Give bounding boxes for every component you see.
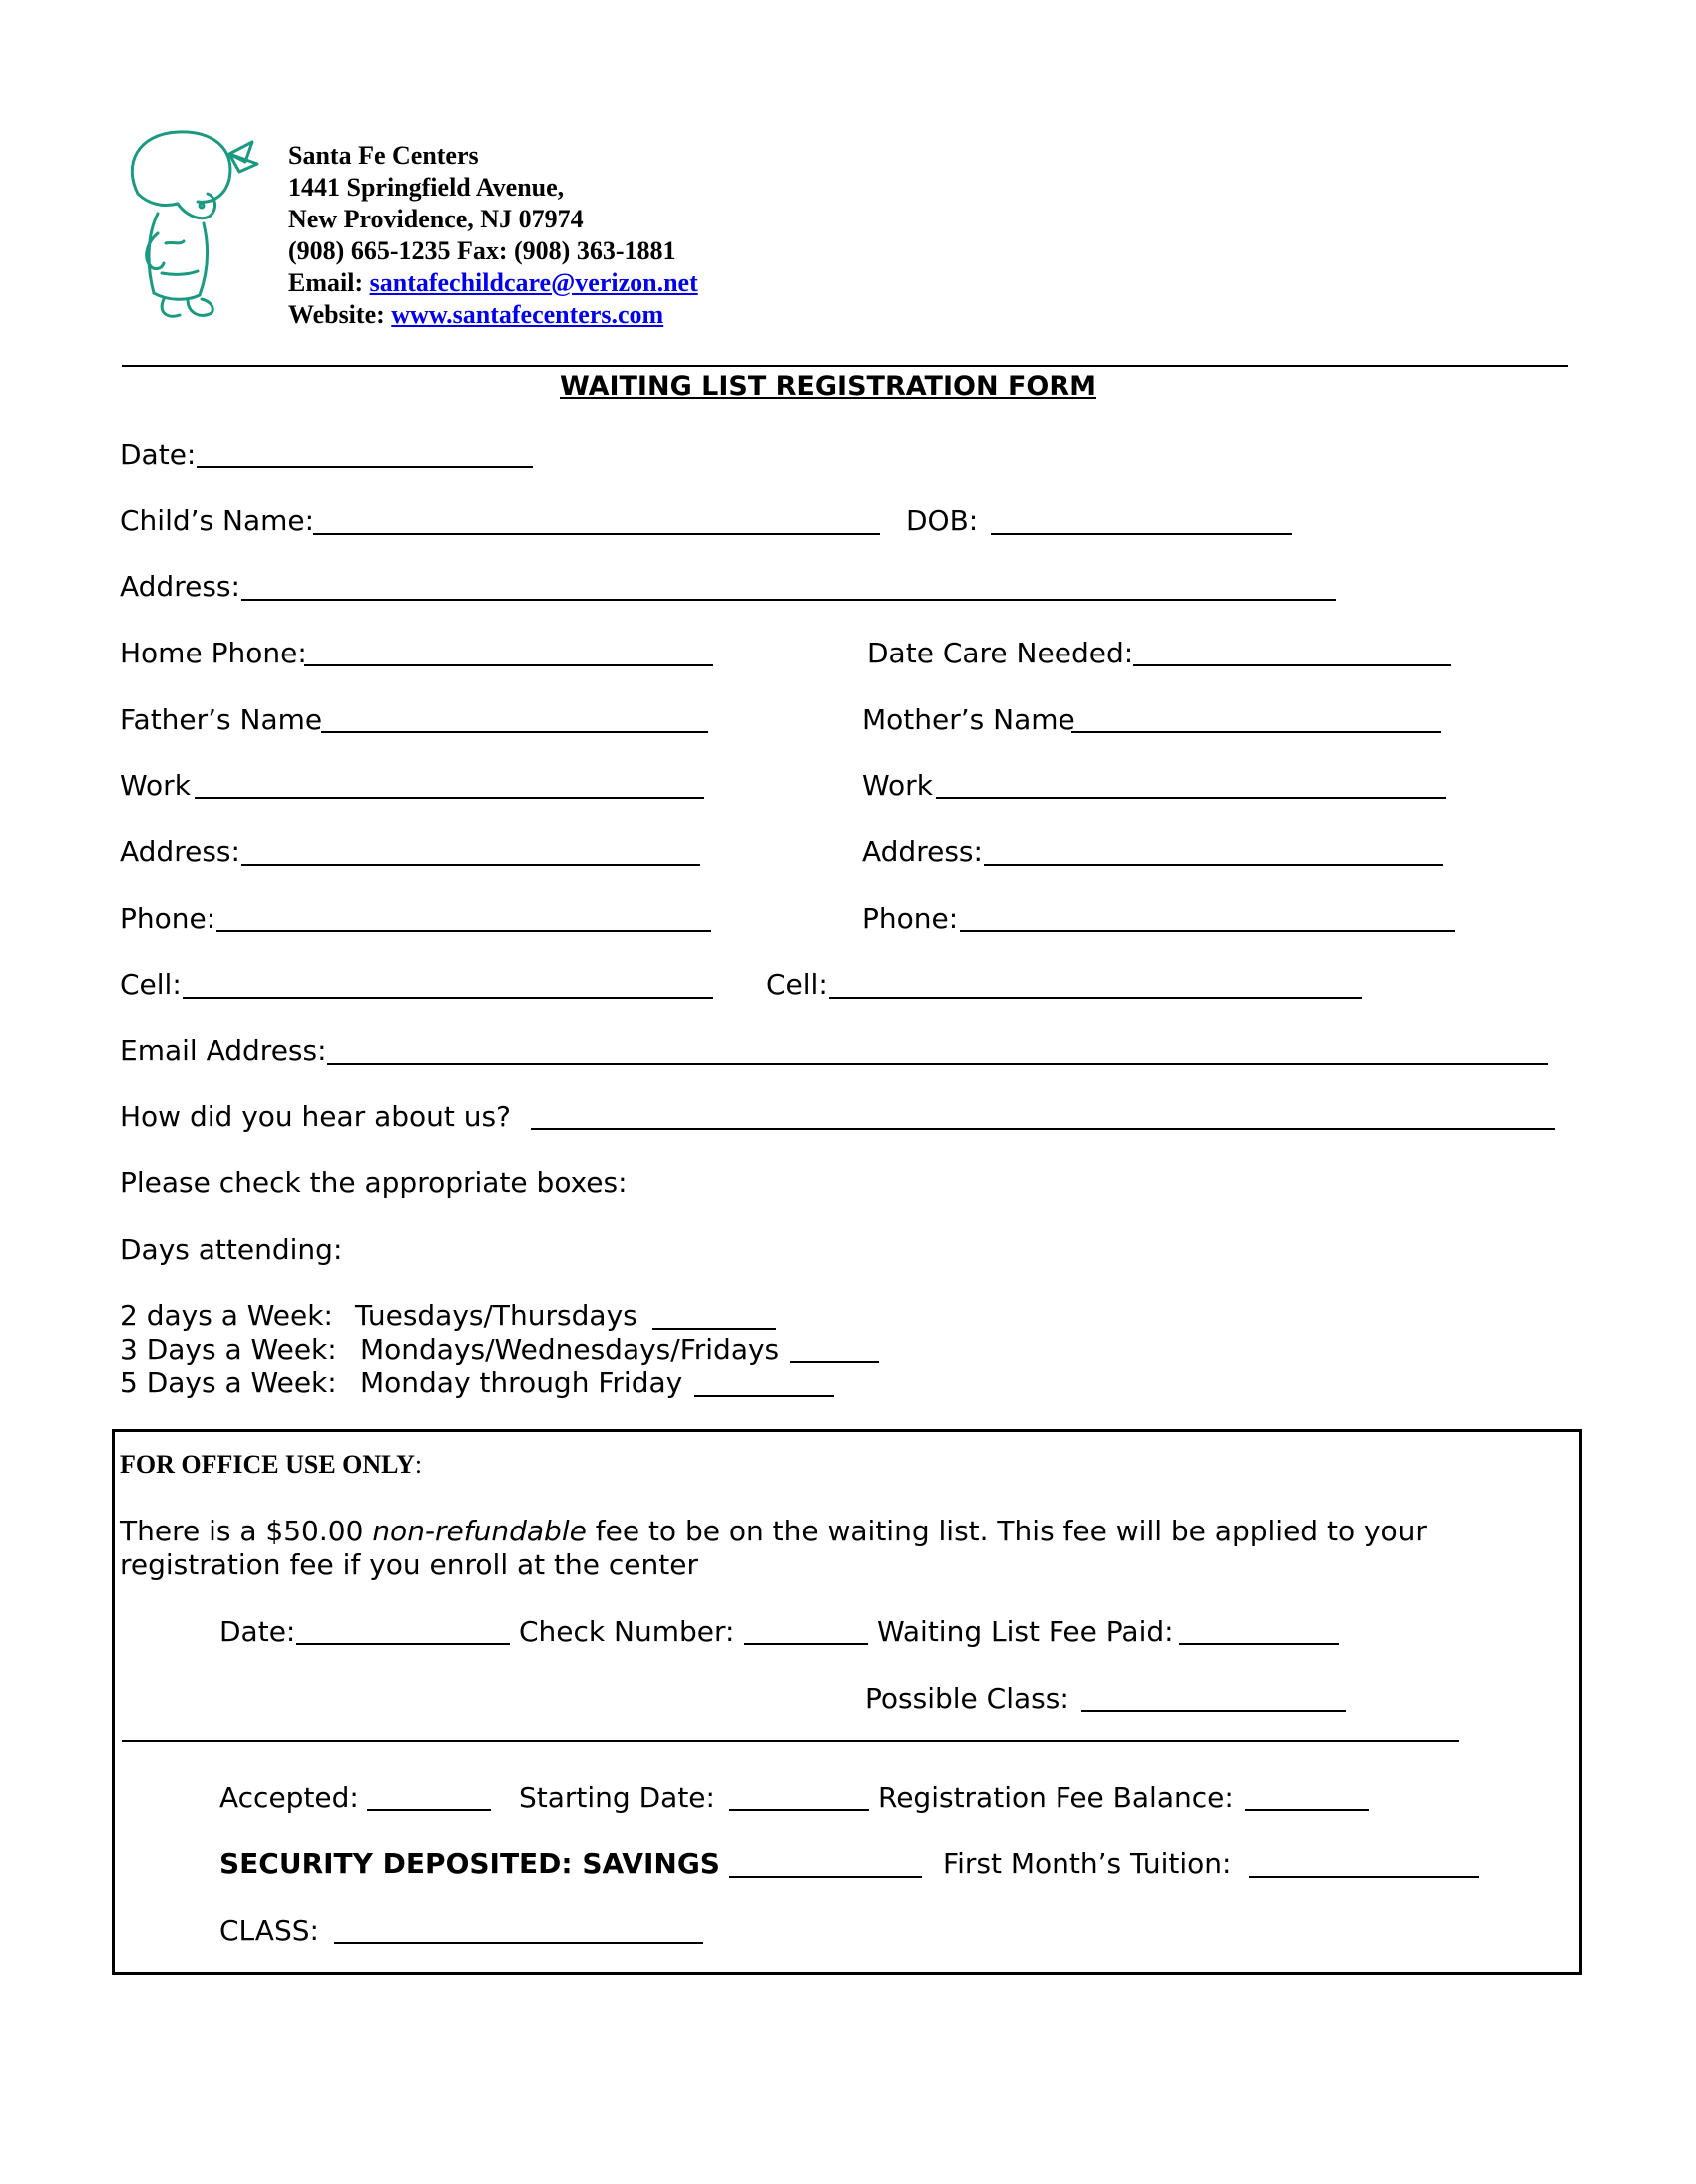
father-phone-field[interactable]: [216, 930, 711, 932]
days-option-2-checkbox[interactable]: [652, 1328, 776, 1330]
days-option-2-schedule: Tuesdays/Thursdays: [355, 1299, 637, 1332]
reg-fee-balance-field[interactable]: [1245, 1809, 1369, 1811]
dob-field[interactable]: [991, 533, 1292, 535]
class-label: CLASS:: [219, 1914, 319, 1947]
father-address-label: Address:: [120, 835, 240, 868]
days-option-5-schedule: Monday through Friday: [360, 1366, 683, 1399]
mother-cell-label: Cell:: [766, 968, 828, 1001]
email-label: Email:: [288, 268, 370, 297]
days-option-3-checkbox[interactable]: [790, 1361, 879, 1363]
child-name-label: Child’s Name:: [120, 504, 315, 537]
fathers-name-field[interactable]: [321, 731, 708, 733]
accepted-label: Accepted:: [219, 1781, 359, 1814]
email-line: [288, 267, 698, 299]
first-month-field[interactable]: [1249, 1876, 1479, 1878]
website-link[interactable]: www.santafecenters.com: [391, 300, 664, 329]
child-name-field[interactable]: [313, 533, 880, 535]
date-care-needed-label: Date Care Needed:: [867, 637, 1134, 669]
first-month-label: First Month’s Tuition:: [943, 1847, 1232, 1880]
check-boxes-instruction: Please check the appropriate boxes:: [120, 1166, 628, 1199]
father-cell-label: Cell:: [120, 968, 182, 1001]
hear-about-label: How did you hear about us?: [120, 1100, 511, 1133]
website-line: [288, 299, 663, 331]
father-cell-field[interactable]: [183, 997, 713, 999]
security-deposited-label: SECURITY DEPOSITED: SAVINGS: [219, 1847, 720, 1880]
date-care-needed-field[interactable]: [1133, 664, 1451, 666]
date-field[interactable]: [197, 466, 533, 468]
possible-class-field[interactable]: [1081, 1710, 1346, 1712]
phone-fax: (908) 665-1235 Fax: (908) 363-1881: [288, 236, 676, 265]
home-phone-field[interactable]: [304, 664, 713, 666]
possible-class-label: Possible Class:: [865, 1682, 1069, 1715]
mother-phone-label: Phone:: [862, 902, 959, 935]
reg-fee-balance-label: Registration Fee Balance:: [878, 1781, 1234, 1814]
days-option-5-label: 5 Days a Week:: [120, 1366, 337, 1399]
email-address-field[interactable]: [327, 1063, 1548, 1065]
accepted-field[interactable]: [367, 1809, 491, 1811]
mother-address-label: Address:: [862, 835, 983, 868]
street-address: 1441 Springfield Avenue,: [288, 173, 565, 202]
form-title: WAITING LIST REGISTRATION FORM: [560, 371, 1097, 402]
fee-paid-field[interactable]: [1179, 1643, 1339, 1645]
office-use-heading: FOR OFFICE USE ONLY:: [120, 1450, 423, 1479]
security-deposited-field[interactable]: [729, 1876, 922, 1878]
office-date-field[interactable]: [296, 1643, 510, 1645]
address-label: Address:: [120, 570, 240, 603]
mother-work-field[interactable]: [936, 797, 1446, 799]
mother-phone-field[interactable]: [960, 930, 1455, 932]
child-logo-icon: [118, 124, 265, 327]
address-field[interactable]: [241, 599, 1336, 601]
city-state-zip: New Providence, NJ 07974: [288, 205, 584, 233]
days-option-3-schedule: Mondays/Wednesdays/Fridays: [360, 1333, 780, 1366]
mother-work-label: Work: [862, 769, 933, 802]
dob-label: DOB:: [906, 504, 979, 537]
father-phone-label: Phone:: [120, 902, 216, 935]
email-address-label: Email Address:: [120, 1034, 327, 1067]
days-option-3-label: 3 Days a Week:: [120, 1333, 337, 1366]
office-use-box: [112, 1429, 1582, 1975]
office-date-label: Date:: [219, 1615, 296, 1648]
office-divider: [122, 1740, 1459, 1742]
hear-about-field[interactable]: [531, 1128, 1555, 1130]
mother-cell-field[interactable]: [829, 997, 1362, 999]
fee-notice-line-1: There is a $50.00 non-refundable fee to be on the waiting list. This fee will be applied to your: [120, 1515, 1427, 1547]
class-field[interactable]: [334, 1942, 703, 1944]
website-label: Website:: [288, 300, 392, 329]
check-number-label: Check Number:: [519, 1615, 735, 1648]
fee-notice-line-2: registration fee if you enroll at the center: [120, 1548, 698, 1581]
mothers-name-field[interactable]: [1071, 731, 1441, 733]
mother-address-field[interactable]: [984, 864, 1443, 866]
father-work-label: Work: [120, 769, 191, 802]
father-work-field[interactable]: [195, 797, 704, 799]
mothers-name-label: Mother’s Name: [862, 703, 1075, 736]
header-divider: [122, 365, 1568, 367]
home-phone-label: Home Phone:: [120, 637, 307, 669]
date-label: Date:: [120, 438, 197, 471]
org-name: Santa Fe Centers: [288, 141, 479, 170]
days-attending-label: Days attending:: [120, 1233, 343, 1266]
check-number-field[interactable]: [744, 1643, 868, 1645]
fee-paid-label: Waiting List Fee Paid:: [877, 1615, 1174, 1648]
father-address-field[interactable]: [241, 864, 700, 866]
email-link[interactable]: santafechildcare@verizon.net: [369, 268, 698, 297]
fathers-name-label: Father’s Name: [120, 703, 323, 736]
days-option-2-label: 2 days a Week:: [120, 1299, 333, 1332]
days-option-5-checkbox[interactable]: [694, 1395, 834, 1397]
starting-date-label: Starting Date:: [519, 1781, 715, 1814]
starting-date-field[interactable]: [729, 1809, 869, 1811]
